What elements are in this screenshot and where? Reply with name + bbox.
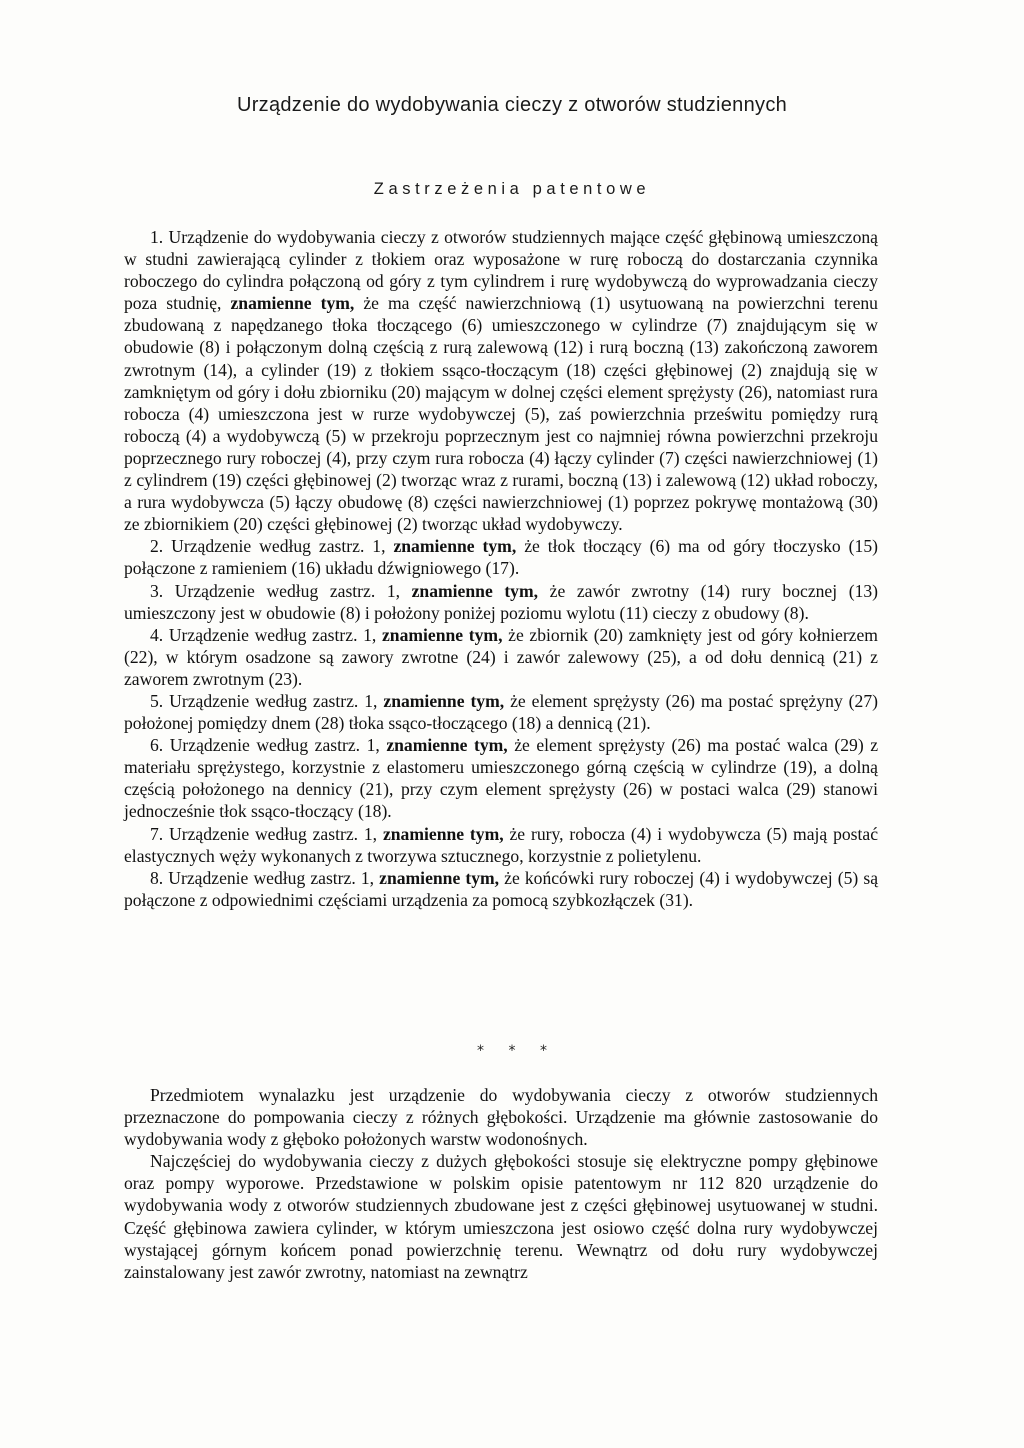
claim-2: 2. Urządzenie według zastrz. 1, znamienne tym, że tłok tłoczący (6) ma od góry tłoczysko (15) połączone z ramieniem (16) układu dźwigniowego (17).: [124, 536, 878, 579]
claim-4: 4. Urządzenie według zastrz. 1, znamienne tym, że zbiornik (20) zamknięty jest od góry kołnierzem (22), w którym osadzone są zawory zwrotne (24) i zawór zalewowy (25), a od dołu dennicą (21) z zaworem zwrotnym (23).: [124, 624, 878, 689]
claim-keyword: znamienne tym,: [382, 823, 504, 844]
claim-keyword: znamienne tym,: [383, 690, 505, 711]
document-subtitle: Zastrzeżenia patentowe: [373, 180, 651, 198]
description-paragraph: Najczęściej do wydobywania cieczy z dużych głębokości stosuje się elektryczne pompy głębinowe oraz pompy wyporowe. Przedstawione w polskim opisie patentowym nr 112 820 urządzenie do wydobywania wody z otworów studziennych zbudowane jest z części głębinowej usytuowanej w studni. Część głębinowa zawiera cylinder, w którym umieszczona jest osiowo część dolna rury wydobywczej wystającej górnym końcem ponad powierzchnię terenu. Wewnątrz od dołu rury wydobywczej zainstalowany jest zawór zwrotny, natomiast na zewnątrz: [124, 1151, 878, 1282]
claim-8: 8. Urządzenie według zastrz. 1, znamienne tym, że końcówki rury roboczej (4) i wydobywczej (5) są połączone z odpowiednimi częściami urządzenia za pomocą szybkozłączek (31).: [124, 867, 878, 910]
claim-7: 7. Urządzenie według zastrz. 1, znamienne tym, że rury, robocza (4) i wydobywcza (5) mają postać elastycznych węży wykonanych z tworzywa sztucznego, korzystnie z polietylenu.: [124, 823, 879, 866]
claim-5: 5. Urządzenie według zastrz. 1, znamienne tym, że element sprężysty (26) ma postać sprężyny (27) położonej pomiędzy dnem (28) tłoka ssąco-tłoczącego (18) a dennicą (21).: [124, 690, 878, 734]
claim-keyword: znamienne tym,: [393, 536, 517, 557]
claim-keyword: znamienne tym,: [411, 580, 539, 601]
claim-keyword: znamienne tym,: [381, 624, 503, 645]
claim-6: 6. Urządzenie według zastrz. 1, znamienne tym, że element sprężysty (26) ma postać walca (29) z materiału sprężystego, korzystnie z elastomeru umieszczonego górną częścią w cylindrze (19), a dolną częścią położonego na dennicy (21), przy czym element sprężysty (26) w postaci walca (29) stanowi jednocześnie tłok ssąco-tłoczący (18).: [124, 735, 879, 822]
description-section: [124, 1084, 878, 1283]
claims-section: [124, 226, 878, 911]
claim-keyword: znamienne tym,: [386, 735, 508, 756]
claim-keyword: znamienne tym,: [379, 867, 500, 888]
description-paragraph: Przedmiotem wynalazku jest urządzenie do wydobywania cieczy z otworów studziennych przeznaczone do pompowania cieczy z różnych głębokości. Urządzenie ma głównie zastosowanie do wydobywania wody z głęboko położonych warstw wodonośnych.: [124, 1085, 878, 1150]
claim-keyword: znamienne tym,: [230, 293, 355, 314]
document-title: Urządzenie do wydobywania cieczy z otworów studziennych: [236, 94, 788, 116]
claim-1: 1. Urządzenie do wydobywania cieczy z otworów studziennych mające część głębinową umieszczoną w studni zawierającą cylinder z tłokiem oraz wyposażone w rurę roboczą do dostarczania czynnika roboczego do cylindra połączoną od góry z tym cylindrem i rurę wydobywczą do wyprowadzania cieczy poza studnię, znamienne tym, że ma część nawierzchniową (1) usytuowaną na powierzchni terenu zbudowaną z napędzanego tłoka tłoczącego (6) umieszczonego w cylindrze (7) znajdującym się w obudowie (8) i połączonym dolną częścią z rurą zalewową (12) i rurą boczną (13) zakończoną zaworem zwrotnym (14), a cylinder (19) z tłokiem ssąco-tłoczącym (18) części głębinowej (2) znajdują się w zamkniętym od góry i dołu zbiorniku (20) mającym w dolnej części element sprężysty (26), natomiast rura robocza (4) umieszczona jest w rurze wydobywczej (5), zaś powierzchnia prześwitu pomiędzy rurą roboczą (4) a wydobywczą (5) w przekroju poprzecznym jest co najmniej równa powierzchni przekroju poprzecznego rury roboczej (4), przy czym rura robocza (4) łączy cylinder (7) części nawierzchniowej (1) z cylindrem (19) części głębinowej (2) tworząc wraz z rurami, boczną (13) i zalewową (12) układ roboczy, a rura wydobywcza (5) łączy obudowę (8) części nawierzchniowej (1) poprzez pokrywę montażową (30) ze zbiornikiem (20) części głębinowej (2) tworząc układ wydobywczy.: [124, 227, 878, 535]
section-separator: * * *: [477, 1043, 547, 1059]
claim-3: 3. Urządzenie według zastrz. 1, znamienne tym, że zawór zwrotny (14) rury bocznej (13) umieszczony jest w obudowie (8) i położony poniżej poziomu wylotu (11) cieczy z obudowy (8).: [124, 580, 879, 623]
